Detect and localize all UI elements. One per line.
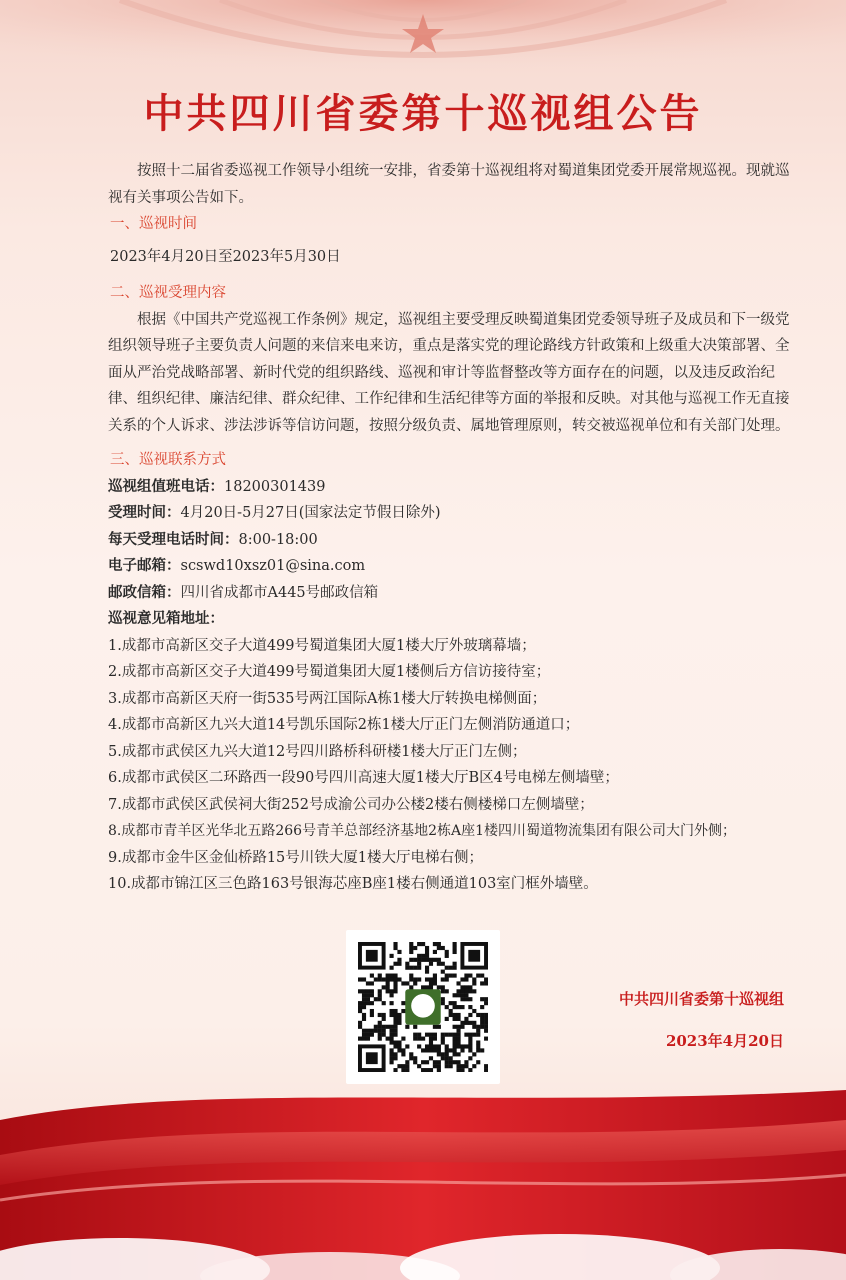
mailbox-heading: 巡视意见箱地址： [108, 610, 224, 627]
hours-row [108, 500, 798, 527]
qr-code-icon [358, 942, 488, 1072]
phone-value[interactable]: 18200301439 [224, 478, 326, 495]
signature-org: 中共四川省委第十巡视组 [618, 990, 784, 1008]
list-item: 5.成都市武侯区九兴大道12号四川路桥科研楼1楼大厅正门左侧； [108, 743, 527, 760]
section-contact-heading: 三、巡视联系方式 [110, 452, 226, 468]
list-item: 1.成都市高新区交子大道499号蜀道集团大厦1楼大厅外玻璃幕墙； [108, 637, 536, 654]
signature-date: 2023年4月20日 [665, 1032, 784, 1050]
list-item: 4.成都市高新区九兴大道14号凯乐国际2栋1楼大厅正门左侧消防通道口； [108, 717, 580, 733]
section-scope-heading: 二、巡视受理内容 [110, 285, 226, 301]
intro-paragraph: 按照十二届省委巡视工作领导小组统一安排，省委第十巡视组将对蜀道集团党委开展常规巡视。现就巡视有关事项公告如下。 [108, 163, 790, 206]
bottom-ribbon-decoration [0, 1080, 846, 1280]
list-item: 6.成都市武侯区二环路西一段90号四川高速大厦1楼大厅B区4号电梯左侧墙壁； [108, 770, 619, 786]
email-label: 电子邮箱： [108, 557, 181, 574]
list-item: 7.成都市武侯区武侯祠大街252号成渝公司办公楼2楼右侧楼梯口左侧墙壁； [108, 796, 594, 813]
section-time-body: 2023年4月20日至2023年5月30日 [110, 248, 341, 265]
daily-hours-row [108, 527, 798, 554]
mailbox-list [108, 633, 798, 898]
postbox-value: 四川省成都市A445号邮政信箱 [180, 584, 379, 601]
qr-code[interactable] [346, 930, 500, 1084]
hours-label: 受理时间： [108, 504, 181, 521]
daily-hours-value: 8:00-18:00 [238, 531, 318, 548]
hours-value: 4月20日-5月27日(国家法定节假日除外) [180, 505, 441, 521]
email-row [108, 553, 798, 580]
section-scope-body: 根据《中国共产党巡视工作条例》规定，巡视组主要受理反映蜀道集团党委领导班子及成员和下一级党组织领导班子主要负责人问题的来信来电来访，重点是落实党的理论路线方针政策和上级重大决策部署、全面从严治党战略部署、新时代党的组织路线、巡视和审计等监督整改等方面存在的问题，以及违反政治纪律、组织纪律、廉洁纪律、群众纪律、工作纪律和生活纪律等方面的举报和反映。对其他与巡视工作无直接关系的个人诉求、涉法涉诉等信访问题，按照分级负责、属地管理原则，转交被巡视单位和有关部门处理。 [108, 311, 790, 434]
postbox-row [108, 580, 798, 607]
list-item: 2.成都市高新区交子大道499号蜀道集团大厦1楼侧后方信访接待室； [108, 664, 551, 680]
list-item: 8.成都市青羊区光华北五路266号青羊总部经济基地2栋A座1楼四川蜀道物流集团有限公司大门外侧； [108, 823, 737, 839]
list-item: 3.成都市高新区天府一街535号两江国际A栋1楼大厅转换电梯侧面； [108, 690, 547, 707]
email-value[interactable]: scswd10xsz01@sina.com [180, 558, 366, 574]
page-title: 中共四川省委第十巡视组公告 [143, 90, 703, 137]
signature-block [619, 978, 784, 1062]
daily-hours-label: 每天受理电话时间： [108, 530, 239, 548]
list-item: 9.成都市金牛区金仙桥路15号川铁大厦1楼大厅电梯右侧； [108, 849, 484, 866]
list-item: 10.成都市锦江区三色路163号银海芯座B座1楼右侧通道103室门框外墙壁。 [108, 876, 598, 892]
postbox-label: 邮政信箱： [108, 583, 181, 601]
phone-row [108, 474, 798, 501]
announcement-body [108, 158, 798, 898]
section-time-heading: 一、巡视时间 [110, 216, 197, 232]
phone-label: 巡视组值班电话： [108, 477, 224, 495]
top-banner-decoration [0, 0, 846, 90]
